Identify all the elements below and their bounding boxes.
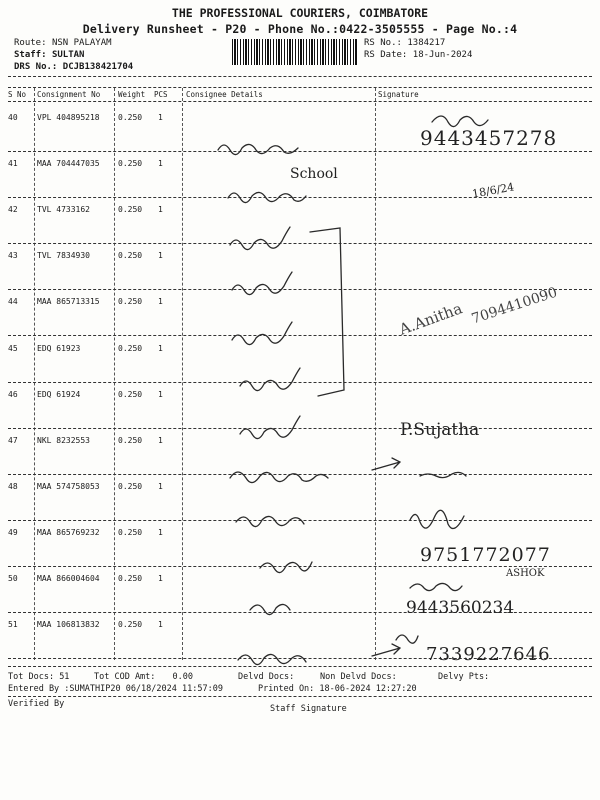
row-pcs: 1: [158, 482, 163, 491]
rs-date-label: RS Date:: [364, 50, 408, 60]
row-consignment-no: MAA 865769232: [37, 528, 100, 537]
row-sno: 44: [8, 297, 18, 306]
rs-date-value: 18-Jun-2024: [412, 50, 473, 60]
verified-by: Verified By: [8, 699, 65, 709]
row-sno: 42: [8, 205, 18, 214]
row-weight: 0.250: [118, 482, 143, 491]
table-row-divider: [8, 428, 592, 429]
row-consignment-no: EDQ 61923: [37, 344, 81, 353]
row-pcs: 1: [158, 390, 163, 399]
rs-no-label: RS No.:: [364, 38, 402, 48]
row-consignment-no: MAA 704447035: [37, 159, 100, 168]
tot-docs-label: Tot Docs:: [8, 672, 55, 682]
handwritten-consignee: [238, 654, 306, 664]
row-sno: 45: [8, 344, 18, 353]
row-consignment-no: TVL 7834930: [37, 251, 90, 260]
tot-cod-label: Tot COD Amt:: [94, 672, 156, 682]
table-row-divider: [8, 520, 592, 521]
handwritten-consignee: [232, 322, 292, 345]
row-consignment-no: EDQ 61924: [37, 390, 81, 399]
row-consignment-no: TVL 4733162: [37, 205, 90, 214]
table-row-divider: [8, 197, 592, 198]
handwritten-signature: [396, 635, 418, 643]
handwritten-name: P.Sujatha: [400, 420, 480, 440]
row-pcs: 1: [158, 113, 163, 122]
row-pcs: 1: [158, 344, 163, 353]
col-divider: [114, 88, 115, 660]
staff-signature: Staff Signature: [270, 704, 347, 714]
table-row-divider: [8, 658, 592, 659]
row-weight: 0.250: [118, 297, 143, 306]
row-pcs: 1: [158, 205, 163, 214]
handwritten-consignee: [250, 604, 290, 614]
row-pcs: 1: [158, 574, 163, 583]
col-divider: [375, 88, 376, 660]
rs-no-value: 1384217: [407, 38, 446, 48]
row-sno: 51: [8, 620, 18, 629]
row-weight: 0.250: [118, 113, 143, 122]
row-consignment-no: NKL 8232553: [37, 436, 90, 445]
delvd-docs-label: Delvd Docs:: [238, 672, 295, 682]
handwritten-date: 18/6/24: [471, 180, 516, 201]
row-weight: 0.250: [118, 251, 143, 260]
row-pcs: 1: [158, 528, 163, 537]
runsheet-subtitle: Delivery Runsheet - P20 - Phone No.:0422-3505555 - Page No.:4: [82, 22, 518, 36]
printed-on: Printed On: 18-06-2024 12:27:20: [258, 684, 417, 694]
handwritten-consignee: [232, 272, 292, 295]
table-row-divider: [8, 612, 592, 613]
row-pcs: 1: [158, 436, 163, 445]
footer-bottom-rule: [8, 696, 592, 697]
drs-value: DCJB138421704: [62, 62, 134, 72]
col-header-consignee: Consignee Details: [186, 90, 263, 99]
table-row-divider: [8, 566, 592, 567]
row-sno: 50: [8, 574, 18, 583]
col-divider: [182, 88, 183, 660]
col-header-pcs: PCS: [154, 90, 168, 99]
table-header-rule: [8, 101, 592, 102]
rs-date-line: [364, 50, 472, 60]
entered-by: Entered By :SUMATHIP20 06/18/2024 11:57:09: [8, 684, 223, 694]
row-weight: 0.250: [118, 390, 143, 399]
col-divider: [34, 88, 35, 660]
col-header-weight: Weight: [118, 90, 146, 99]
row-weight: 0.250: [118, 344, 143, 353]
handwritten-arrow: [372, 644, 400, 656]
tot-cod-value: 0.00: [172, 672, 194, 682]
handwritten-consignee: [240, 368, 300, 391]
row-weight: 0.250: [118, 205, 143, 214]
col-header-signature: Signature: [378, 90, 419, 99]
row-consignment-no: MAA 865713315: [37, 297, 100, 306]
row-sno: 49: [8, 528, 18, 537]
row-consignment-no: MAA 866004604: [37, 574, 100, 583]
table-row-divider: [8, 289, 592, 290]
rs-no-line: [364, 38, 445, 48]
row-consignment-no: VPL 404895218: [37, 113, 100, 122]
delvy-pts-label: Delvy Pts:: [438, 672, 490, 682]
route-line: [14, 38, 112, 48]
row-sno: 47: [8, 436, 18, 445]
handwritten-consignee: [218, 144, 298, 154]
handwritten-phone: 7339227646: [426, 644, 551, 665]
row-pcs: 1: [158, 620, 163, 629]
row-sno: 43: [8, 251, 18, 260]
table-top-rule: [8, 87, 592, 88]
row-weight: 0.250: [118, 620, 143, 629]
tot-docs: [8, 672, 69, 682]
handwritten-consignee: [230, 227, 290, 250]
row-sno: 48: [8, 482, 18, 491]
handwritten-phone: 7094410090: [469, 284, 560, 328]
row-consignment-no: MAA 106813832: [37, 620, 100, 629]
drs-line: [14, 62, 133, 72]
tot-cod: [94, 672, 193, 682]
drs-label: DRS No.:: [14, 62, 58, 72]
route-value: NSN PALAYAM: [51, 38, 112, 48]
barcode-image: [232, 39, 358, 65]
company-title: THE PROFESSIONAL COURIERS, COIMBATORE: [171, 6, 429, 20]
table-row-divider: [8, 151, 592, 152]
handwritten-phone: 9443457278: [420, 126, 558, 150]
handwritten-name: A.Anitha: [396, 299, 465, 339]
header-top-rule: [8, 76, 592, 77]
handwritten-consignee: [236, 516, 304, 526]
handwritten-signature: [432, 116, 488, 127]
row-pcs: 1: [158, 297, 163, 306]
row-weight: 0.250: [118, 159, 143, 168]
col-header-sno: S No: [8, 90, 27, 99]
row-pcs: 1: [158, 159, 163, 168]
route-label: Route:: [14, 38, 47, 48]
handwritten-arrow: [372, 458, 400, 470]
staff-label: Staff:: [14, 50, 47, 60]
table-row-divider: [8, 474, 592, 475]
row-weight: 0.250: [118, 574, 143, 583]
staff-line: [14, 50, 84, 60]
table-row-divider: [8, 382, 592, 383]
row-sno: 46: [8, 390, 18, 399]
handwritten-phone: 9751772077: [420, 544, 551, 566]
handwritten-phone: 9443560234: [406, 598, 515, 618]
non-delvd-docs-label: Non Delvd Docs:: [320, 672, 397, 682]
handwritten-school: School: [290, 166, 338, 182]
table-row-divider: [8, 243, 592, 244]
row-pcs: 1: [158, 251, 163, 260]
handwritten-name: ASHOK: [506, 568, 545, 579]
row-weight: 0.250: [118, 436, 143, 445]
row-sno: 41: [8, 159, 18, 168]
handwritten-signature: [410, 583, 462, 590]
handwritten-consignee: [260, 562, 312, 573]
footer-top-rule: [8, 666, 592, 667]
row-sno: 40: [8, 113, 18, 122]
handwritten-bracket: [310, 228, 344, 396]
row-weight: 0.250: [118, 528, 143, 537]
col-header-consignment: Consignment No: [37, 90, 101, 99]
table-row-divider: [8, 335, 592, 336]
staff-value: SULTAN: [51, 50, 85, 60]
tot-docs-value: 51: [59, 672, 70, 682]
row-consignment-no: MAA 574758053: [37, 482, 100, 491]
